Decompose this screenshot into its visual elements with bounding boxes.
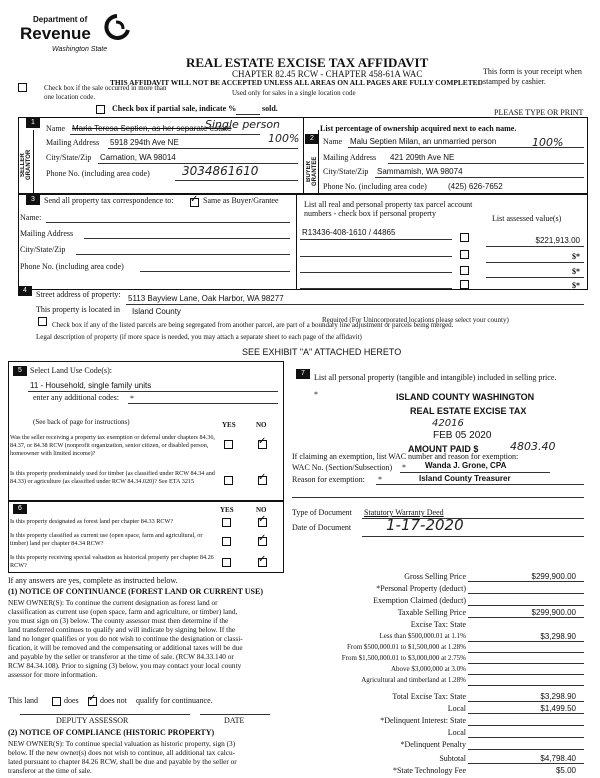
assessor-signature-line[interactable] <box>20 714 190 715</box>
forest-land-question: Is this property designated as forest land per chapter 84.33 RCW? <box>10 518 174 525</box>
partial-sale-label: Check box if partial sale, indicate % <box>112 104 237 113</box>
section-1-badge: 1 <box>26 118 40 128</box>
buyer-side-label: BUYER GRANTEE <box>306 156 318 186</box>
tax-value[interactable]: $3,298.90 <box>540 692 576 701</box>
see-back-note: (See back of page for instructions) <box>33 418 130 426</box>
corr-city-field[interactable] <box>76 254 290 255</box>
stamp-signer-title: Island County Treasurer <box>419 474 511 483</box>
tax-label: Above $3,000,000 at 3.0% <box>390 665 466 673</box>
assessed-header: List assessed value(s) <box>492 214 562 223</box>
exemption-deferral-question: Was the seller receiving a property tax exemption or deferral under chapters 84.36, 84.37, or 84.38 RCW (nonprofit organization, senior citizen, or disabled person, homeowner with limited income)? <box>10 434 215 457</box>
forest-yes-checkbox[interactable] <box>222 518 231 527</box>
seller-city-label: City/State/Zip <box>46 153 92 162</box>
doc-type-label: Type of Document <box>292 508 352 517</box>
ownership-note: List percentage of ownership acquired next to each name. <box>320 124 517 133</box>
corr-mailing-label: Mailing Address <box>20 229 74 238</box>
single-location-note: Used only for sales in a single location code <box>232 89 356 97</box>
continuance-line: assessor for more information. <box>8 670 98 679</box>
section-3-badge: 3 <box>26 195 40 205</box>
parcel-header: List all real and personal property tax parcel account numbers - check box if personal property <box>304 200 473 218</box>
legal-description[interactable]: SEE EXHIBIT "A" ATTACHED HERETO <box>242 347 402 357</box>
same-as-buyer-checkbox[interactable] <box>190 198 199 207</box>
multi-location-checkbox[interactable] <box>18 83 27 92</box>
q1-yes-checkbox[interactable] <box>224 440 233 449</box>
historic-yes-checkbox[interactable] <box>222 558 231 567</box>
tax-label: From $1,500,000.01 to $3,000,000 at 2.75% <box>341 654 466 662</box>
continuance-line: RCW 84.34.108). Prior to signing (3) below, you may contact your local county <box>8 661 242 670</box>
q2-no-checkbox[interactable] <box>258 476 267 485</box>
q1-no-checkbox[interactable] <box>258 440 267 449</box>
personal-property-checkbox[interactable] <box>460 266 469 275</box>
personal-property-checkbox[interactable] <box>460 250 469 259</box>
historic-question: Is this property receiving special valuation as historical property per chapter 84.26 RCW? <box>10 554 214 569</box>
current-use-question: Is this property classified as current use (open space, farm and agricultural, or timber) land per chapter 84.34 RCW? <box>10 532 203 547</box>
exemption-reason-input[interactable]: * <box>378 475 382 484</box>
assessor-date-label: DATE <box>224 716 245 725</box>
segregated-checkbox[interactable] <box>38 317 47 326</box>
correspondence-label: Send all property tax correspondence to: <box>44 196 174 205</box>
seller-city[interactable]: Carnation, WA 98014 <box>100 153 176 162</box>
compliance-line: lated pursuant to chapter 84.26 RCW, shall be due and payable by the seller or <box>8 757 237 766</box>
doc-date-label: Date of Document <box>292 523 352 532</box>
corr-mailing-field[interactable] <box>84 238 290 239</box>
receipt-note: This form is your receipt when stamped by cashier. <box>483 67 582 86</box>
tax-label: From $500,000.01 to $1,500,000 at 1.28% <box>347 643 466 651</box>
buyer-mailing-label: Mailing Address <box>323 153 377 162</box>
this-land-label: This land <box>8 696 38 705</box>
doc-type-value[interactable]: Statutory Warranty Deed <box>364 508 444 517</box>
tax-label: *State Technology Fee <box>392 766 466 775</box>
exemption-reason-label: Reason for exemption: <box>292 475 365 484</box>
agency-label: Revenue <box>20 24 91 43</box>
tax-value[interactable]: $299,900.00 <box>531 572 576 581</box>
current-use-no-checkbox[interactable] <box>258 537 267 546</box>
corr-name-label: Name: <box>20 213 42 222</box>
tax-label: Agricultural and timberland at 1.28% <box>361 676 466 684</box>
corr-phone-label: Phone No. (including area code) <box>20 262 124 271</box>
personal-property-checkbox[interactable] <box>460 280 469 289</box>
legal-description-label: Legal description of property (if more space is needed, you may attach a separate sheet to each page of the affidavit) <box>36 333 362 341</box>
tax-label: Subtotal <box>439 754 466 763</box>
deputy-assessor-label: DEPUTY ASSESSOR <box>56 716 129 725</box>
corr-city-label: City/State/Zip <box>20 245 66 254</box>
buyer-city-label: City/State/Zip <box>323 167 369 176</box>
stamp-tax-label: REAL ESTATE EXCISE TAX <box>410 406 527 416</box>
department-label: Department of <box>33 15 88 24</box>
does-not-label: does not <box>100 696 127 705</box>
continuance-line: classification as current use (open space, farm and agriculture, or timber) land, <box>8 607 238 616</box>
seller-handwritten-name: Single person <box>205 118 281 131</box>
section-6-badge: 6 <box>13 504 27 514</box>
compliance-title: (2) NOTICE OF COMPLIANCE (HISTORIC PROPERTY) <box>8 728 215 737</box>
tax-label: Local <box>447 704 466 713</box>
tax-label: Gross Selling Price <box>404 572 466 581</box>
tax-value[interactable]: $3,298.90 <box>540 632 576 641</box>
assessed-value[interactable]: $* <box>572 252 580 261</box>
seller-percent[interactable]: 100% <box>268 132 300 145</box>
additional-codes-input[interactable]: * <box>130 394 134 403</box>
compliance-line: below. If the new owner(s) does not wish to continue, all additional tax calcu- <box>8 748 236 757</box>
continuance-line: land transferred continues to qualify and will indicate by signing below. If the <box>8 625 236 634</box>
seller-phone-label: Phone No. (including area code) <box>46 169 150 178</box>
s6-yes-header: YES <box>220 506 234 514</box>
exemption-claim-label: If claiming an exemption, list WAC number and reason for exemption: <box>292 452 519 461</box>
no-header: NO <box>256 421 267 429</box>
wac-input[interactable]: * <box>402 463 406 472</box>
completion-warning: THIS AFFIDAVIT WILL NOT BE ACCEPTED UNLESS ALL AREAS ON ALL PAGES ARE FULLY COMPLETED <box>110 78 483 87</box>
county-required-note: Required (For Unincorporated locations please select your county) <box>322 316 509 324</box>
segregated-label: Check box if any of the listed parcels are being segregated from another parcel, are part of a boundary line adjustment or parcels being merged. <box>52 321 454 329</box>
compliance-line: transferor at the time of sale. <box>8 766 92 775</box>
compliance-line: NEW OWNER(S): To continue special valuation as historic property, sign (3) <box>8 739 236 748</box>
continuance-line: and payable by the seller or transferor at the time of sale. (RCW 84.33.140 or <box>8 652 234 661</box>
parcel-account[interactable]: R13436-408-1610 / 44865 <box>302 228 396 237</box>
tax-label: *Delinquent Penalty <box>400 740 466 749</box>
stamp-date: FEB 05 2020 <box>433 430 492 441</box>
does-label: does <box>64 696 79 705</box>
stamp-amount-label: AMOUNT PAID $ <box>408 444 479 454</box>
additional-codes-label: enter any additional codes: <box>33 393 119 402</box>
tax-label: *Delinquent Interest: State <box>380 716 466 725</box>
land-use-code[interactable]: 11 - Household, single family units <box>30 381 152 390</box>
wac-label: WAC No. (Section/Subsection) <box>292 463 393 472</box>
yes-header: YES <box>222 421 236 429</box>
seller-name[interactable]: Maria Teresa Septien, as her separate estate <box>72 124 232 133</box>
tax-value[interactable]: $299,900.00 <box>531 608 576 617</box>
tax-label: Less than $500,000.01 at 1.1% <box>379 632 466 640</box>
continuance-line: you must sign on (3) below. The county assessor must then determine if the <box>8 616 229 625</box>
corr-name-field[interactable] <box>46 222 290 223</box>
chapter-ref: CHAPTER 82.45 RCW - CHAPTER 458-61A WAC <box>232 69 423 79</box>
sold-label: sold. <box>262 104 278 113</box>
section-5-badge: 5 <box>13 366 27 376</box>
county-select[interactable]: Island County <box>132 307 181 316</box>
multi-location-label: Check box if the sale occurred in more than one location code. <box>44 84 167 101</box>
timber-question: Is this property predominately used for timber (as classified under RCW 84.34 and 84.33) or agriculture (as classified under RCW 84.34.020)? See ETA 3215 <box>10 470 215 485</box>
buyer-phone-label: Phone No. (including area code) <box>323 182 427 191</box>
tax-label: Excise Tax: State <box>410 620 466 629</box>
tax-label: Total Excise Tax: State <box>392 692 466 701</box>
tax-label: Local <box>447 728 466 737</box>
does-checkbox[interactable] <box>52 697 61 706</box>
personal-property-label: List all personal property (tangible and intangible) included in selling price. <box>314 373 557 382</box>
street-address[interactable]: 5113 Bayview Lane, Oak Harbor, WA 98277 <box>128 294 284 303</box>
personal-property-input[interactable]: * <box>314 390 318 399</box>
buyer-city[interactable]: Sammamish, WA 98074 <box>377 167 463 176</box>
seller-mailing-label: Mailing Address <box>46 138 100 147</box>
buyer-phone[interactable]: (425) 626-7652 <box>448 182 503 191</box>
answer-note: If any answers are yes, complete as instructed below. <box>8 576 178 585</box>
land-use-label: Select Land Use Code(s): <box>30 366 112 375</box>
section-4-badge: 4 <box>18 286 32 296</box>
qualify-label: qualify for continuance. <box>136 696 213 705</box>
tax-label: Taxable Selling Price <box>397 608 466 617</box>
stamp-county: ISLAND COUNTY WASHINGTON <box>396 392 535 402</box>
stamp-amount: 4803.40 <box>510 440 556 453</box>
assessed-value[interactable]: $* <box>572 281 580 290</box>
historic-no-checkbox[interactable] <box>258 558 267 567</box>
assessor-date-line[interactable] <box>200 714 270 715</box>
corr-phone-field[interactable] <box>140 271 290 272</box>
stamp-number: 42016 <box>432 418 464 429</box>
seller-name-label: Name <box>46 124 66 133</box>
dor-swirl-icon <box>104 14 130 42</box>
section-2-badge: 2 <box>305 134 319 144</box>
buyer-name[interactable]: Malu Septien Milan, an unmarried person <box>350 137 497 146</box>
personal-property-checkbox[interactable] <box>460 233 469 242</box>
s6-no-header: NO <box>256 506 267 514</box>
does-not-checkbox[interactable] <box>88 697 97 706</box>
buyer-mailing[interactable]: 421 209th Ave NE <box>390 153 455 162</box>
street-label: Street address of property: <box>36 290 121 299</box>
stamp-signer: Wanda J. Grone, CPA <box>425 461 507 470</box>
assessed-value[interactable]: $221,913.00 <box>535 236 580 245</box>
tax-value[interactable]: $4,798.40 <box>540 754 576 763</box>
q2-yes-checkbox[interactable] <box>224 476 233 485</box>
current-use-yes-checkbox[interactable] <box>222 537 231 546</box>
continuance-line: NEW OWNER(S): To continue the current designation as forest land or <box>8 598 218 607</box>
located-label: This property is located in <box>36 305 120 314</box>
doc-date-value[interactable]: 1-17-2020 <box>386 516 464 534</box>
continuance-line: fication, it will be removed and the compensating or additional taxes will be due <box>8 643 243 652</box>
forest-no-checkbox[interactable] <box>258 518 267 527</box>
tax-value[interactable]: $5.00 <box>555 766 576 775</box>
state-label: Washington State <box>52 46 108 53</box>
partial-sale-checkbox[interactable] <box>96 105 105 114</box>
continuance-title: (1) NOTICE OF CONTINUANCE (FOREST LAND OR CURRENT USE) <box>8 587 263 596</box>
tax-label: Exemption Claimed (deduct) <box>373 596 466 605</box>
seller-side-label: SELLER GRANTOR <box>20 149 32 181</box>
buyer-percent[interactable]: 100% <box>532 136 564 149</box>
seller-mailing[interactable]: 5918 294th Ave NE <box>110 138 179 147</box>
tax-label: *Personal Property (deduct) <box>376 584 466 593</box>
section-7-badge: 7 <box>296 369 310 379</box>
buyer-name-label: Name <box>323 137 343 146</box>
same-as-buyer-label: Same as Buyer/Grantee <box>203 196 279 205</box>
continuance-line: land no longer qualifies or you do not wish to continue the designation or classi- <box>8 634 243 643</box>
assessed-value[interactable]: $* <box>572 267 580 276</box>
please-type-note: PLEASE TYPE OR PRINT <box>494 108 584 117</box>
form-title: REAL ESTATE EXCISE TAX AFFIDAVIT <box>186 55 429 70</box>
seller-phone[interactable]: 3034861610 <box>182 164 259 178</box>
tax-value[interactable]: $1,499.50 <box>540 704 576 713</box>
